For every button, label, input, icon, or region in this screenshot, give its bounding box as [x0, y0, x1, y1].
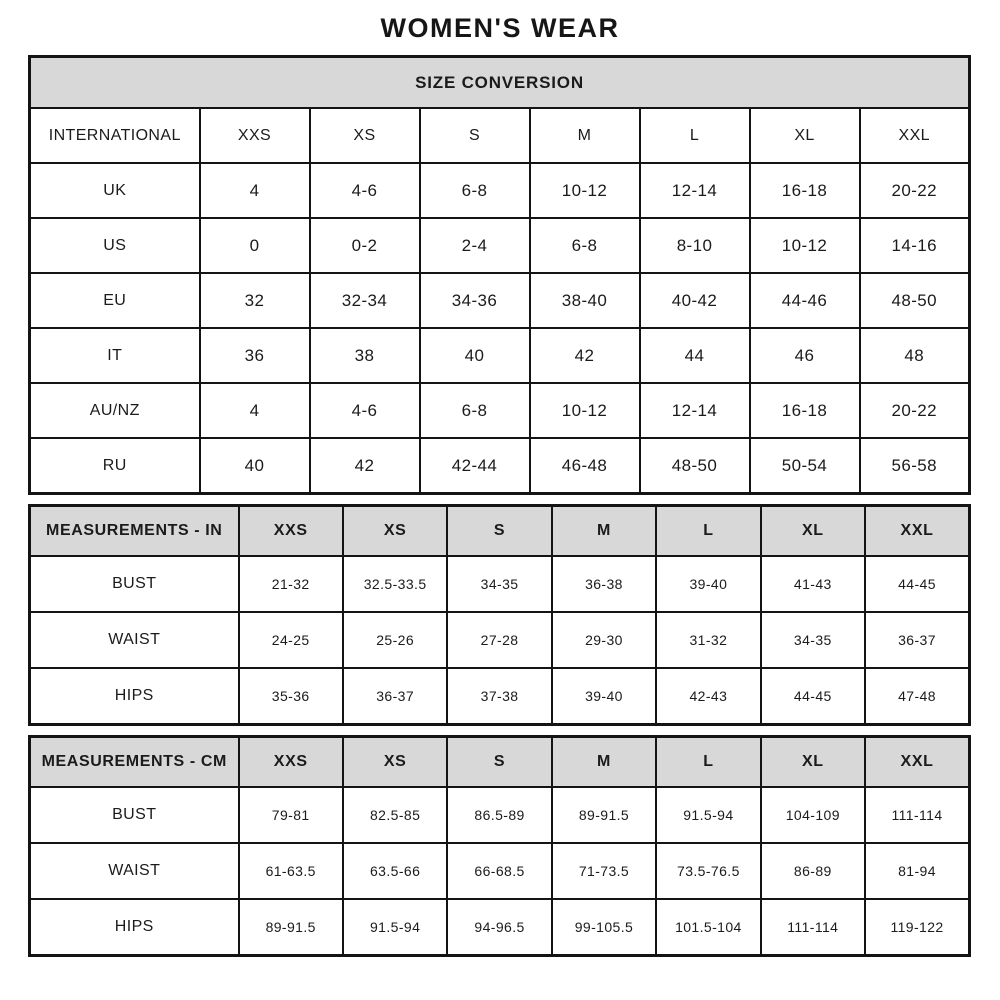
size-column-header: M: [552, 737, 656, 788]
table-cell: 101.5-104: [656, 899, 760, 956]
table-cell: 91.5-94: [343, 899, 447, 956]
size-column-header: L: [656, 506, 760, 557]
header-label: MEASUREMENTS - IN: [30, 506, 239, 557]
table-row: [30, 383, 970, 438]
size-column-header: XXL: [865, 506, 969, 557]
table-cell: 119-122: [865, 899, 969, 956]
table-cell: 34-35: [447, 556, 551, 612]
size-column-header: XXS: [239, 737, 343, 788]
table-cell: 37-38: [447, 668, 551, 725]
table-cell: 44: [640, 328, 750, 383]
table-cell: 48-50: [860, 273, 970, 328]
table-cell: 61-63.5: [239, 843, 343, 899]
table-cell: 48-50: [640, 438, 750, 494]
table-cell: 16-18: [750, 383, 860, 438]
row-label: WAIST: [30, 612, 239, 668]
table-cell: 25-26: [343, 612, 447, 668]
measurements-cm-table: [28, 735, 971, 957]
table-cell: 39-40: [552, 668, 656, 725]
size-column-header: M: [530, 108, 640, 163]
table-cell: 36: [200, 328, 310, 383]
table-cell: 10-12: [530, 163, 640, 218]
table-cell: 32: [200, 273, 310, 328]
table-cell: 41-43: [761, 556, 865, 612]
table-cell: 10-12: [750, 218, 860, 273]
row-label: HIPS: [30, 668, 239, 725]
size-column-header: XL: [761, 506, 865, 557]
table-cell: 99-105.5: [552, 899, 656, 956]
table-row: [30, 899, 970, 956]
table-cell: 4-6: [310, 163, 420, 218]
table-cell: 81-94: [865, 843, 969, 899]
size-column-header: L: [640, 108, 750, 163]
table-cell: 111-114: [865, 787, 969, 843]
table-cell: 8-10: [640, 218, 750, 273]
table-cell: 36-37: [865, 612, 969, 668]
table-cell: 71-73.5: [552, 843, 656, 899]
size-column-header: XXS: [239, 506, 343, 557]
table-cell: 66-68.5: [447, 843, 551, 899]
row-label: BUST: [30, 787, 239, 843]
table-banner-row: [30, 57, 970, 109]
row-label: EU: [30, 273, 200, 328]
table-cell: 44-46: [750, 273, 860, 328]
table-cell: 38-40: [530, 273, 640, 328]
page-title: WOMEN'S WEAR: [380, 13, 620, 43]
table-cell: 31-32: [656, 612, 760, 668]
measurements-in-table: [28, 504, 971, 726]
size-column-header: S: [447, 737, 551, 788]
table-cell: 63.5-66: [343, 843, 447, 899]
table-cell: 111-114: [761, 899, 865, 956]
table-cell: 104-109: [761, 787, 865, 843]
size-column-header: L: [656, 737, 760, 788]
row-label: WAIST: [30, 843, 239, 899]
table-cell: 27-28: [447, 612, 551, 668]
table-cell: 47-48: [865, 668, 969, 725]
table-cell: 6-8: [420, 163, 530, 218]
table-cell: 36-37: [343, 668, 447, 725]
table-cell: 89-91.5: [239, 899, 343, 956]
table-cell: 32.5-33.5: [343, 556, 447, 612]
table-cell: 40: [200, 438, 310, 494]
table-row: [30, 668, 970, 725]
size-column-header: XS: [310, 108, 420, 163]
table-cell: 4-6: [310, 383, 420, 438]
header-row: [30, 108, 970, 163]
table-row: [30, 218, 970, 273]
table-cell: 42: [530, 328, 640, 383]
header-label: INTERNATIONAL: [30, 108, 200, 163]
size-column-header: S: [447, 506, 551, 557]
table-cell: 46: [750, 328, 860, 383]
row-label: AU/NZ: [30, 383, 200, 438]
table-row: [30, 843, 970, 899]
table-cell: 20-22: [860, 383, 970, 438]
table-cell: 20-22: [860, 163, 970, 218]
size-column-header: M: [552, 506, 656, 557]
table-cell: 89-91.5: [552, 787, 656, 843]
table-cell: 86-89: [761, 843, 865, 899]
table-cell: 24-25: [239, 612, 343, 668]
table-cell: 29-30: [552, 612, 656, 668]
table-cell: 46-48: [530, 438, 640, 494]
header-label: MEASUREMENTS - CM: [30, 737, 239, 788]
row-label: UK: [30, 163, 200, 218]
table-cell: 14-16: [860, 218, 970, 273]
table-cell: 0-2: [310, 218, 420, 273]
table-cell: 10-12: [530, 383, 640, 438]
table-cell: 44-45: [761, 668, 865, 725]
table-row: [30, 273, 970, 328]
row-label: IT: [30, 328, 200, 383]
table-cell: 56-58: [860, 438, 970, 494]
size-column-header: XS: [343, 506, 447, 557]
table-cell: 32-34: [310, 273, 420, 328]
size-column-header: XXL: [860, 108, 970, 163]
table-cell: 2-4: [420, 218, 530, 273]
table-row: [30, 328, 970, 383]
table-cell: 50-54: [750, 438, 860, 494]
table-cell: 6-8: [420, 383, 530, 438]
row-label: RU: [30, 438, 200, 494]
size-column-header: XS: [343, 737, 447, 788]
table-cell: 42-44: [420, 438, 530, 494]
row-label: BUST: [30, 556, 239, 612]
table-row: [30, 556, 970, 612]
table-row: [30, 163, 970, 218]
table-cell: 39-40: [656, 556, 760, 612]
size-column-header: S: [420, 108, 530, 163]
table-cell: 0: [200, 218, 310, 273]
header-row: [30, 737, 970, 788]
table-cell: 4: [200, 383, 310, 438]
table-cell: 94-96.5: [447, 899, 551, 956]
size-column-header: XXL: [865, 737, 969, 788]
table-cell: 21-32: [239, 556, 343, 612]
table-row: [30, 787, 970, 843]
table-cell: 4: [200, 163, 310, 218]
table-cell: 34-36: [420, 273, 530, 328]
table-row: [30, 438, 970, 494]
table-cell: 16-18: [750, 163, 860, 218]
table-cell: 38: [310, 328, 420, 383]
row-label: US: [30, 218, 200, 273]
table-row: [30, 612, 970, 668]
table-cell: 73.5-76.5: [656, 843, 760, 899]
table-cell: 91.5-94: [656, 787, 760, 843]
size-column-header: XL: [750, 108, 860, 163]
header-row: [30, 506, 970, 557]
table-cell: 82.5-85: [343, 787, 447, 843]
table-cell: 42: [310, 438, 420, 494]
table-cell: 48: [860, 328, 970, 383]
table-cell: 36-38: [552, 556, 656, 612]
table-cell: 40: [420, 328, 530, 383]
size-column-header: XXS: [200, 108, 310, 163]
table-cell: 86.5-89: [447, 787, 551, 843]
table-cell: 79-81: [239, 787, 343, 843]
table-cell: 42-43: [656, 668, 760, 725]
table-cell: 6-8: [530, 218, 640, 273]
table-cell: 12-14: [640, 163, 750, 218]
size-column-header: XL: [761, 737, 865, 788]
row-label: HIPS: [30, 899, 239, 956]
size-conversion-table: [28, 55, 971, 495]
table-cell: 12-14: [640, 383, 750, 438]
table-cell: 40-42: [640, 273, 750, 328]
table-cell: 34-35: [761, 612, 865, 668]
table-cell: 35-36: [239, 668, 343, 725]
table-banner: SIZE CONVERSION: [30, 57, 970, 109]
table-cell: 44-45: [865, 556, 969, 612]
